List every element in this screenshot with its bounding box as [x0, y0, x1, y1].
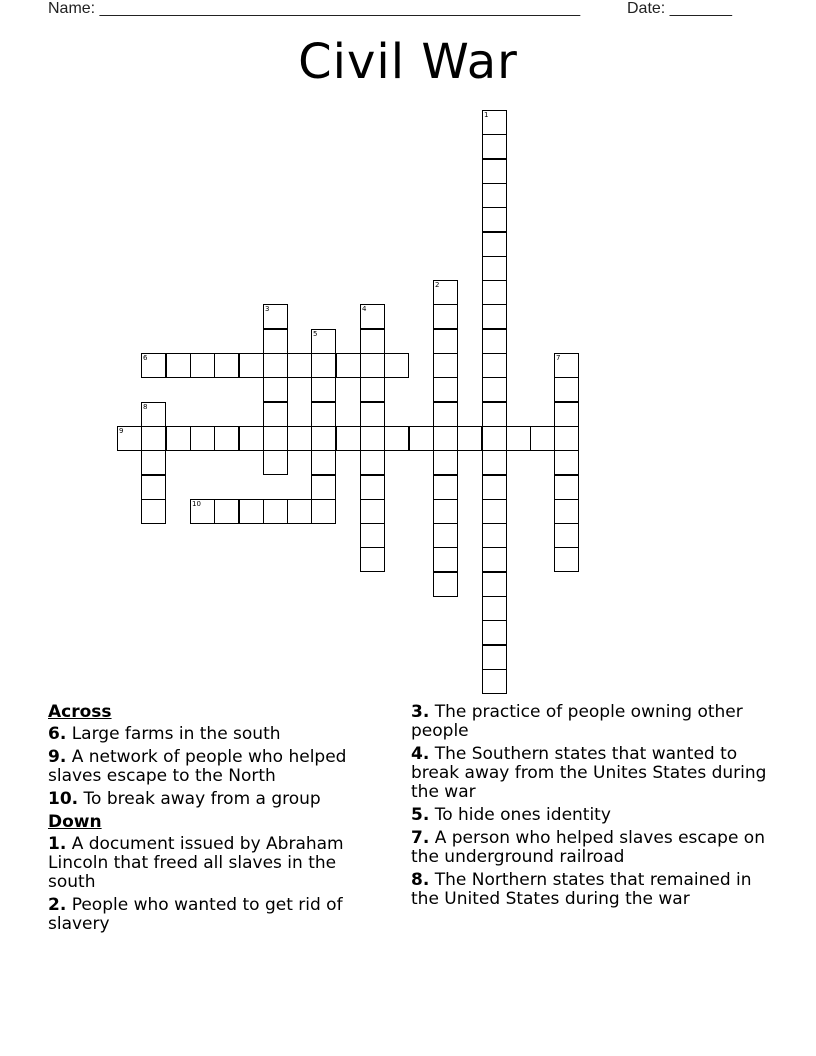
crossword-cell[interactable]	[433, 280, 458, 305]
clue-number: 3.	[411, 702, 430, 722]
crossword-cell[interactable]	[482, 426, 507, 451]
crossword-cell[interactable]	[482, 669, 507, 694]
crossword-cell[interactable]	[214, 426, 239, 451]
crossword-cell[interactable]	[433, 475, 458, 500]
crossword-cell[interactable]	[530, 426, 555, 451]
cell-number: 3	[265, 305, 270, 313]
clue-text: A network of people who helped slaves escape to the North	[48, 747, 347, 786]
crossword-cell[interactable]	[311, 475, 336, 500]
crossword-cell[interactable]	[166, 426, 191, 451]
crossword-cell[interactable]	[263, 353, 288, 378]
crossword-cell[interactable]	[554, 450, 579, 475]
crossword-cell[interactable]	[433, 353, 458, 378]
clue-down-7	[411, 829, 771, 867]
crossword-cell[interactable]	[166, 353, 191, 378]
clue-across-6	[48, 725, 378, 744]
crossword-cell[interactable]	[263, 450, 288, 475]
cell-number: 9	[119, 427, 124, 435]
clue-number: 6.	[48, 724, 67, 744]
clue-down-8	[411, 871, 771, 909]
crossword-cell[interactable]	[384, 353, 409, 378]
clue-across-10	[48, 790, 378, 809]
crossword-cell[interactable]	[311, 426, 336, 451]
cell-number: 5	[313, 330, 318, 338]
crossword-cell[interactable]	[141, 353, 166, 378]
across-heading: Across	[48, 702, 112, 722]
crossword-cell[interactable]	[311, 499, 336, 524]
crossword-cell[interactable]	[360, 377, 385, 402]
crossword-cell[interactable]	[554, 499, 579, 524]
crossword-cell[interactable]	[506, 426, 531, 451]
crossword-cell[interactable]	[263, 426, 288, 451]
clue-down-4	[411, 745, 771, 802]
crossword-cell[interactable]	[360, 523, 385, 548]
crossword-cell[interactable]	[287, 426, 312, 451]
crossword-cell[interactable]	[360, 329, 385, 354]
crossword-cell[interactable]	[482, 450, 507, 475]
crossword-cell[interactable]	[141, 499, 166, 524]
clue-across-9	[48, 748, 378, 786]
crossword-cell[interactable]	[311, 353, 336, 378]
clue-text: The Northern states that remained in the United States during the war	[411, 870, 752, 909]
crossword-cell[interactable]	[457, 426, 482, 451]
crossword-cell[interactable]	[287, 353, 312, 378]
crossword-cell[interactable]	[190, 426, 215, 451]
cell-number: 2	[435, 281, 440, 289]
crossword-cell[interactable]	[482, 329, 507, 354]
crossword-cell[interactable]	[311, 402, 336, 427]
crossword-cell[interactable]	[482, 620, 507, 645]
crossword-cell[interactable]	[360, 475, 385, 500]
crossword-cell[interactable]	[239, 353, 264, 378]
cell-number: 1	[484, 111, 489, 119]
clue-text: The practice of people owning other people	[411, 702, 743, 741]
clue-number: 8.	[411, 870, 430, 890]
down-heading: Down	[48, 812, 102, 832]
crossword-cell[interactable]	[482, 523, 507, 548]
crossword-cell[interactable]	[141, 450, 166, 475]
crossword-cell[interactable]	[360, 402, 385, 427]
clue-text: A document issued by Abraham Lincoln that freed all slaves in the south	[48, 834, 344, 892]
crossword-cell[interactable]	[141, 475, 166, 500]
crossword-cell[interactable]	[482, 547, 507, 572]
crossword-cell[interactable]	[263, 304, 288, 329]
crossword-cell[interactable]	[360, 304, 385, 329]
clue-number: 4.	[411, 744, 430, 764]
crossword-cell[interactable]	[384, 426, 409, 451]
clue-down-3	[411, 703, 771, 741]
crossword-cell[interactable]	[482, 183, 507, 208]
crossword-cell[interactable]	[482, 159, 507, 184]
name-label: Name:	[48, 0, 96, 17]
crossword-cell[interactable]	[482, 110, 507, 135]
crossword-cell[interactable]	[482, 572, 507, 597]
page-title: Civil War	[298, 34, 518, 90]
crossword-cell[interactable]	[433, 450, 458, 475]
clue-text: To hide ones identity	[434, 805, 611, 825]
clue-text: A person who helped slaves escape on the underground railroad	[411, 828, 765, 867]
crossword-cell[interactable]	[482, 645, 507, 670]
clues-right-column	[411, 703, 771, 913]
crossword-cell[interactable]	[360, 353, 385, 378]
crossword-cell[interactable]	[554, 402, 579, 427]
clues-left-column	[48, 703, 378, 938]
clue-text: The Southern states that wanted to break away from the Unites States during the war	[411, 744, 767, 802]
crossword-cell[interactable]	[141, 426, 166, 451]
clue-number: 7.	[411, 828, 430, 848]
clue-number: 5.	[411, 805, 430, 825]
clue-text: To break away from a group	[83, 789, 321, 809]
crossword-cell[interactable]	[433, 523, 458, 548]
cell-number: 4	[362, 305, 367, 313]
crossword-cell[interactable]	[433, 304, 458, 329]
crossword-cell[interactable]	[482, 232, 507, 257]
crossword-cell[interactable]	[482, 402, 507, 427]
crossword-cell[interactable]	[360, 547, 385, 572]
crossword-cell[interactable]	[433, 547, 458, 572]
crossword-cell[interactable]	[239, 499, 264, 524]
clue-number: 2.	[48, 895, 67, 915]
crossword-cell[interactable]	[554, 475, 579, 500]
crossword-cell[interactable]	[336, 353, 361, 378]
crossword-cell[interactable]	[554, 353, 579, 378]
cell-number: 8	[143, 403, 148, 411]
name-blank[interactable]: ______________________________________________________	[99, 0, 581, 17]
clue-number: 10.	[48, 789, 79, 809]
crossword-cell[interactable]	[141, 402, 166, 427]
crossword-cell[interactable]	[409, 426, 434, 451]
clue-text: Large farms in the south	[71, 724, 281, 744]
crossword-cell[interactable]	[360, 450, 385, 475]
clue-down-2	[48, 896, 378, 934]
crossword-cell[interactable]	[433, 402, 458, 427]
crossword-cell[interactable]	[214, 499, 239, 524]
crossword-cell[interactable]	[190, 499, 215, 524]
crossword-cell[interactable]	[482, 304, 507, 329]
crossword-cell[interactable]	[554, 547, 579, 572]
clue-down-5	[411, 806, 771, 825]
clue-down-1	[48, 835, 378, 892]
crossword-cell[interactable]	[482, 377, 507, 402]
crossword-cell[interactable]	[554, 426, 579, 451]
crossword-cell[interactable]	[239, 426, 264, 451]
clue-text: People who wanted to get rid of slavery	[48, 895, 343, 934]
crossword-cell[interactable]	[482, 256, 507, 281]
crossword-cell[interactable]	[311, 329, 336, 354]
crossword-cell[interactable]	[482, 353, 507, 378]
crossword-cell[interactable]	[433, 377, 458, 402]
crossword-cell[interactable]	[117, 426, 142, 451]
date-blank[interactable]: _______	[669, 0, 732, 17]
crossword-cell[interactable]	[263, 377, 288, 402]
crossword-cell[interactable]	[263, 402, 288, 427]
crossword-cell[interactable]	[433, 572, 458, 597]
clue-number: 9.	[48, 747, 67, 767]
crossword-cell[interactable]	[214, 353, 239, 378]
crossword-cell[interactable]	[263, 499, 288, 524]
cell-number: 6	[143, 354, 148, 362]
crossword-cell[interactable]	[311, 450, 336, 475]
crossword-cell[interactable]	[482, 134, 507, 159]
clue-number: 1.	[48, 834, 67, 854]
crossword-cell[interactable]	[360, 426, 385, 451]
crossword-cell[interactable]	[482, 499, 507, 524]
crossword-cell[interactable]	[263, 329, 288, 354]
crossword-cell[interactable]	[311, 377, 336, 402]
cell-number: 10	[192, 500, 201, 508]
crossword-cell[interactable]	[554, 523, 579, 548]
crossword-cell[interactable]	[190, 353, 215, 378]
crossword-cell[interactable]	[554, 377, 579, 402]
crossword-cell[interactable]	[433, 329, 458, 354]
crossword-cell[interactable]	[360, 499, 385, 524]
crossword-cell[interactable]	[482, 207, 507, 232]
crossword-cell[interactable]	[482, 596, 507, 621]
crossword-cell[interactable]	[482, 280, 507, 305]
crossword-cell[interactable]	[482, 475, 507, 500]
crossword-cell[interactable]	[336, 426, 361, 451]
crossword-cell[interactable]	[287, 499, 312, 524]
date-label: Date:	[627, 0, 666, 17]
cell-number: 7	[556, 354, 561, 362]
crossword-cell[interactable]	[433, 499, 458, 524]
crossword-cell[interactable]	[433, 426, 458, 451]
